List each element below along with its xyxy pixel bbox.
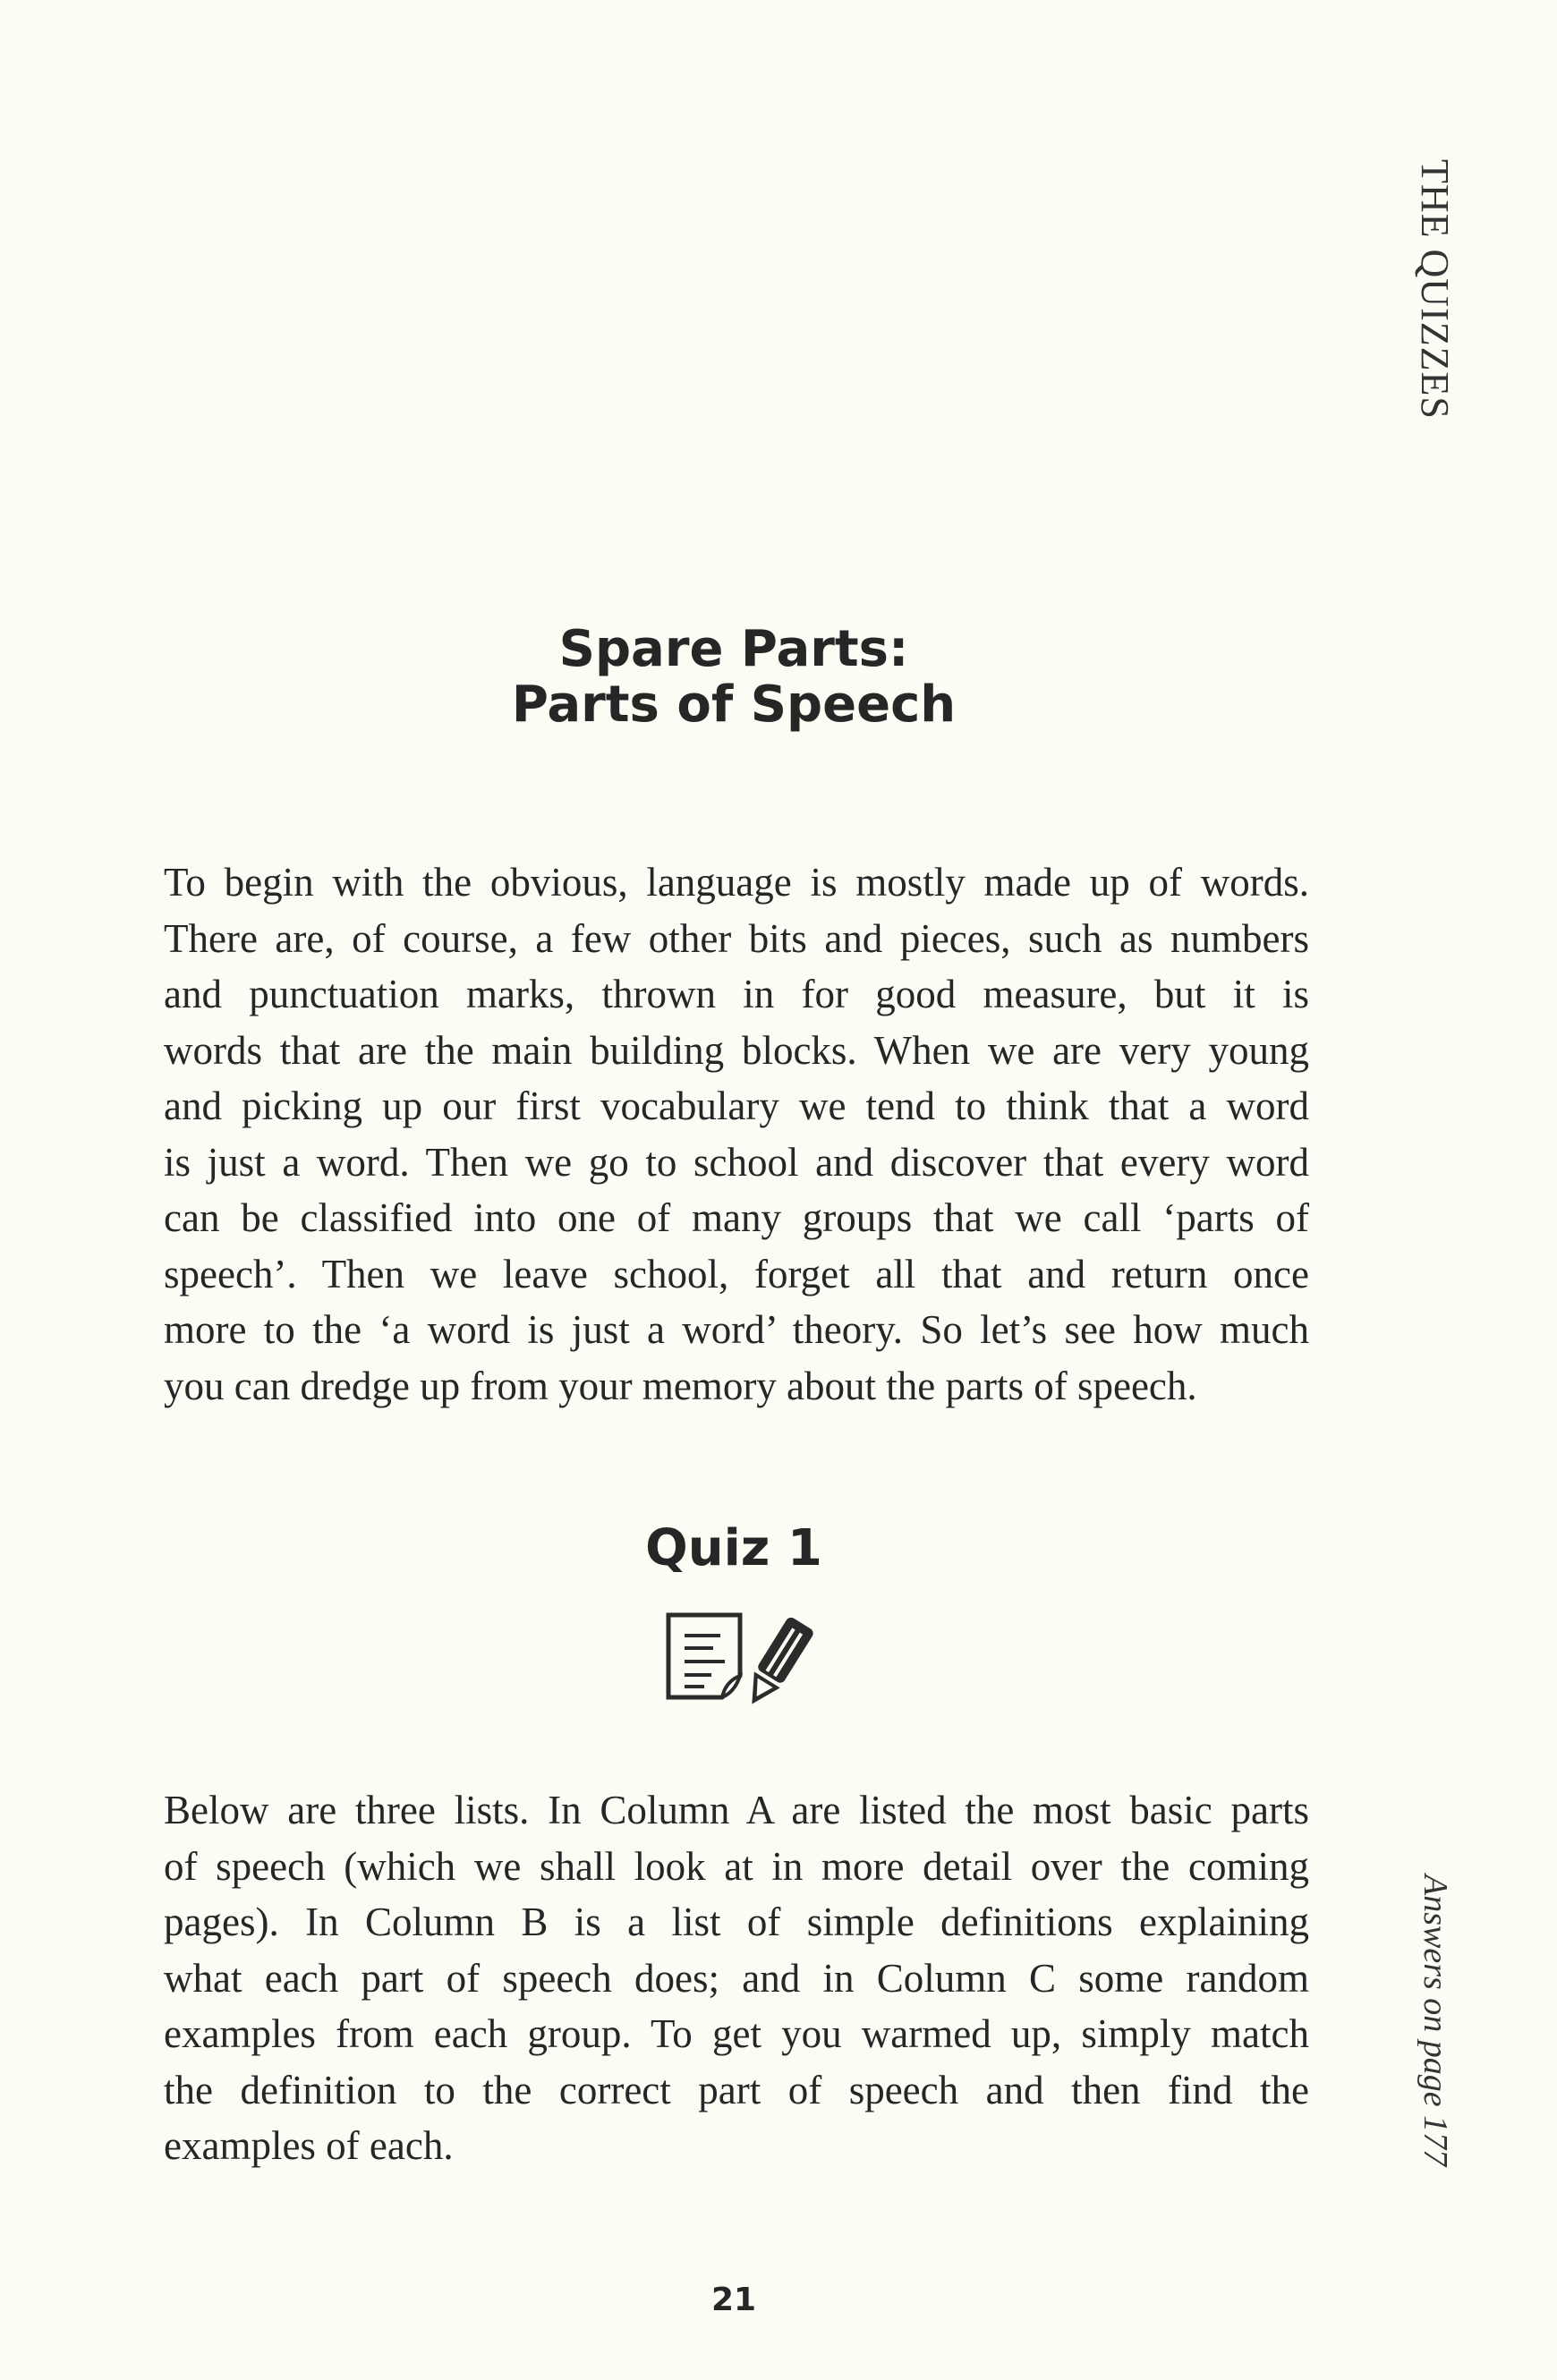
document-pencil-icon xyxy=(658,1606,814,1713)
text-line: is just a word. Then we go to school and discover that every word xyxy=(164,1139,1309,1185)
text-line: and picking up our first vocabulary we tend to think that a word xyxy=(164,1084,1309,1128)
answers-reference: Answers on page 177 xyxy=(1417,1874,1454,2167)
section-title-line1: Spare Parts: xyxy=(558,620,909,678)
text-line: Below are three lists. In Column A are listed the most basic parts xyxy=(164,1788,1309,1832)
section-title-line2: Parts of Speech xyxy=(511,676,957,734)
text-line: you can dredge up from your memory about the parts of speech. xyxy=(164,1363,1197,1408)
text-line: can be classified into one of many groups that we call ‘parts of xyxy=(164,1195,1309,1240)
intro-paragraph xyxy=(164,854,1309,1414)
text-line: examples of each. xyxy=(164,2123,454,2168)
text-line: words that are the main building blocks. When we are very young xyxy=(164,1027,1309,1073)
quiz-heading: Quiz 1 xyxy=(645,1519,822,1577)
text-line: To begin with the obvious, language is mostly made up of words. xyxy=(164,860,1309,905)
text-line: the definition to the correct part of speech and then find the xyxy=(164,2067,1309,2112)
running-head: THE QUIZZES xyxy=(1413,159,1457,420)
text-line: examples from each group. To get you warmed up, simply match xyxy=(164,2011,1309,2056)
text-line: what each part of speech does; and in Column C some random xyxy=(164,1955,1309,2001)
text-line: more to the ‘a word is just a word’ theory. So let’s see how much xyxy=(164,1307,1309,1352)
text-line: of speech (which we shall look at in more detail over the coming xyxy=(164,1843,1309,1889)
text-line: speech’. Then we leave school, forget all that and return once xyxy=(164,1251,1309,1296)
text-line: There are, of course, a few other bits and pieces, such as numbers xyxy=(164,915,1309,961)
text-line: and punctuation marks, thrown in for good measure, but it is xyxy=(164,972,1309,1016)
quiz-instructions xyxy=(164,1782,1309,2174)
page-number: 21 xyxy=(710,2282,757,2318)
text-line: pages). In Column B is a list of simple definitions explaining xyxy=(164,1900,1309,1944)
